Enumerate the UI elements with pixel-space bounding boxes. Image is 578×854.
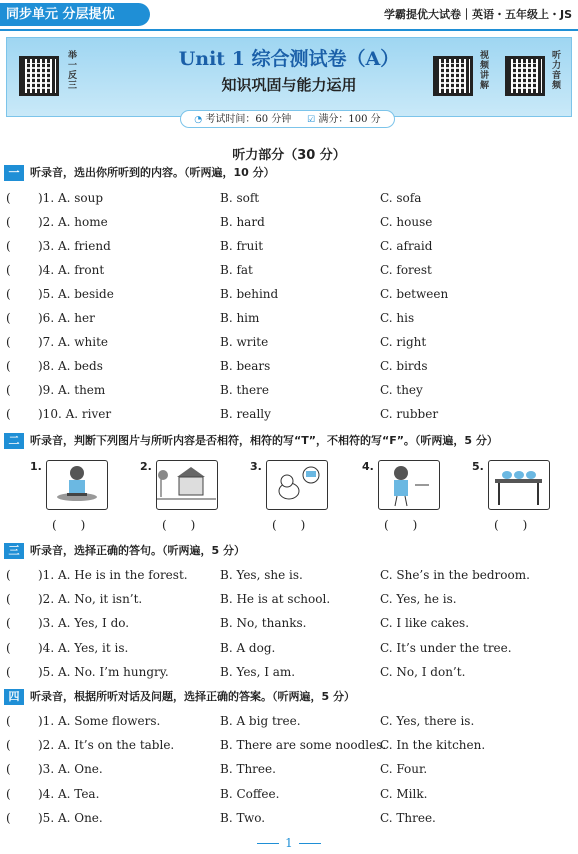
answer-paren[interactable]: ( [6,263,11,277]
qr-code-icon [19,56,59,96]
question-row [6,808,576,828]
option-a: )10. A. river [38,407,112,421]
series-title: 学霸提优大试卷｜英语・五年级上・JS [383,8,572,21]
option-b: B. Coffee. [220,786,280,801]
question-row [6,404,576,424]
question-row [6,260,576,280]
option-a: )4. A. Yes, it is. [38,640,129,655]
question-row [6,332,576,352]
option-c: C. Three. [380,810,436,825]
section-title: 听录音，根据所听对话及问题，选择正确的答案。（听两遍，5 分） [30,690,355,703]
dog-cake-illustration [266,460,328,510]
section-heading [4,688,355,706]
option-a: )7. A. white [38,335,109,349]
section-title: 听录音，选择正确的答句。（听两遍，5 分） [30,544,245,557]
question-row [6,380,576,400]
answer-blank[interactable]: ( ) [162,518,196,532]
option-b: B. A big tree. [220,714,301,728]
table-bowls-illustration [488,460,550,510]
option-c: C. right [380,335,427,349]
section-number: 四 [4,689,24,705]
option-b: B. No, thanks. [220,616,307,631]
option-b: B. really [220,407,271,421]
option-a: )4. A. front [38,263,105,277]
option-a: )3. A. Yes, I do. [38,616,130,631]
question-row [6,711,576,731]
answer-paren[interactable]: ( [6,786,11,801]
option-a: )4. A. Tea. [38,786,100,801]
picture-item [250,458,360,538]
picture-item [472,458,578,538]
answer-paren[interactable]: ( [6,568,11,582]
question-row [6,662,576,682]
option-a: )9. A. them [38,383,106,397]
answer-paren[interactable]: ( [6,762,11,777]
option-a: )5. A. beside [38,287,114,301]
exam-score: 满分：100 分 [318,114,381,125]
house-trees-illustration [156,460,218,510]
answer-paren[interactable]: ( [6,738,11,753]
option-c: C. Milk. [380,786,428,801]
section-heading [4,542,245,560]
qr-label-audio: 听力音频 [550,50,560,90]
option-b: B. write [220,335,269,349]
answer-paren[interactable]: ( [6,359,11,373]
option-a: )6. A. her [38,311,95,325]
option-b: B. soft [220,191,260,205]
picture-number: 4. [362,460,374,473]
option-b: B. Two. [220,810,266,825]
picture-number: 2. [140,460,152,473]
answer-paren[interactable]: ( [6,640,11,655]
option-b: B. him [220,311,260,325]
question-row [6,735,576,755]
option-c: C. I like cakes. [380,616,470,631]
answer-blank[interactable]: ( ) [384,518,418,532]
picture-number: 5. [472,460,484,473]
answer-paren[interactable]: ( [6,191,11,205]
section-heading [4,432,498,450]
qr-code-icon [505,56,545,96]
section-heading [4,164,275,182]
section-number: 三 [4,543,24,559]
question-row [6,613,576,633]
option-c: C. sofa [380,191,422,205]
section-title: 听录音，判断下列图片与所听内容是否相符，相符的写“T”，不相符的写“F”。（听两遍，5 分） [30,434,498,447]
option-c: C. his [380,311,415,325]
question-row [6,236,576,256]
option-b: B. behind [220,287,279,301]
footer-rule [257,843,279,844]
option-b: B. hard [220,215,265,229]
option-c: C. Four. [380,762,428,777]
check-icon: ☑ [307,115,316,125]
option-c: C. between [380,287,449,301]
answer-paren[interactable]: ( [6,810,11,825]
qr-label-video: 视频讲解 [478,50,488,90]
option-c: C. No, I don’t. [380,664,466,679]
answer-paren[interactable]: ( [6,616,11,631]
answer-paren[interactable]: ( [6,592,11,607]
page-number: 1 [285,836,293,850]
page-footer [0,836,578,850]
answer-blank[interactable]: ( ) [52,518,86,532]
option-a: )1. A. Some flowers. [38,714,161,728]
question-row [6,356,576,376]
option-b: B. bears [220,359,271,373]
part-title: 听力部分（30 分） [232,148,346,163]
option-c: C. In the kitchen. [380,738,486,753]
footer-rule [299,843,321,844]
option-a: )1. A. soup [38,191,104,205]
question-row [6,759,576,779]
question-row [6,589,576,609]
option-b: B. He is at school. [220,592,331,607]
option-a: )2. A. No, it isn’t. [38,592,143,607]
option-b: B. fat [220,263,253,277]
picture-row [0,458,578,538]
option-a: )3. A. One. [38,762,103,777]
question-row [6,784,576,804]
answer-paren[interactable]: ( [6,287,11,301]
exam-info [180,110,395,128]
page-title: Unit 1 综合测试卷（A） [178,48,400,70]
option-a: )8. A. beds [38,359,103,373]
option-a: )2. A. It’s on the table. [38,738,175,753]
answer-paren[interactable]: ( [6,714,11,728]
clock-icon: ◔ [194,115,203,125]
top-bar [0,0,578,28]
option-b: B. Yes, she is. [220,568,303,582]
answer-paren[interactable]: ( [6,383,11,397]
answer-paren[interactable]: ( [6,335,11,349]
option-a: )3. A. friend [38,239,111,253]
picture-item [140,458,250,538]
answer-paren[interactable]: ( [6,239,11,253]
option-c: C. rubber [380,407,439,421]
top-divider [0,29,578,31]
section-number: 二 [4,433,24,449]
option-a: )5. A. No. I’m hungry. [38,664,169,679]
option-a: )5. A. One. [38,810,103,825]
option-c: C. She’s in the bedroom. [380,568,530,582]
picture-number: 3. [250,460,262,473]
option-c: C. birds [380,359,428,373]
series-tag: 同步单元 分层提优 [0,3,150,26]
answer-paren[interactable]: ( [6,407,11,421]
option-c: C. Yes, he is. [380,592,457,607]
question-row [6,308,576,328]
section-number: 一 [4,165,24,181]
picture-item [362,458,472,538]
question-row [6,638,576,658]
answer-blank[interactable]: ( ) [494,518,528,532]
question-row [6,212,576,232]
option-b: B. Yes, I am. [220,664,296,679]
option-b: B. fruit [220,239,264,253]
question-row [6,565,576,585]
girl-eating-illustration [46,460,108,510]
picture-item [30,458,140,538]
option-c: C. house [380,215,433,229]
option-a: )2. A. home [38,215,108,229]
boy-illustration [378,460,440,510]
option-c: C. afraid [380,239,433,253]
answer-paren[interactable]: ( [6,311,11,325]
option-b: B. A dog. [220,640,276,655]
answer-blank[interactable]: ( ) [272,518,306,532]
answer-paren[interactable]: ( [6,215,11,229]
option-c: C. they [380,383,423,397]
option-a: )1. A. He is in the forest. [38,568,188,582]
option-b: B. There are some noodles. [220,738,387,753]
option-b: B. Three. [220,762,276,777]
option-c: C. Yes, there is. [380,714,475,728]
option-b: B. there [220,383,269,397]
answer-paren[interactable]: ( [6,664,11,679]
page-subtitle: 知识巩固与能力运用 [221,76,357,94]
question-row [6,284,576,304]
qr-label-left: 举一反三 [66,50,76,90]
exam-time: 考试时间：60 分钟 [205,114,292,125]
picture-number: 1. [30,460,42,473]
question-row [6,188,576,208]
option-c: C. It’s under the tree. [380,640,512,655]
option-c: C. forest [380,263,432,277]
section-title: 听录音，选出你所听到的内容。（听两遍，10 分） [30,166,275,179]
